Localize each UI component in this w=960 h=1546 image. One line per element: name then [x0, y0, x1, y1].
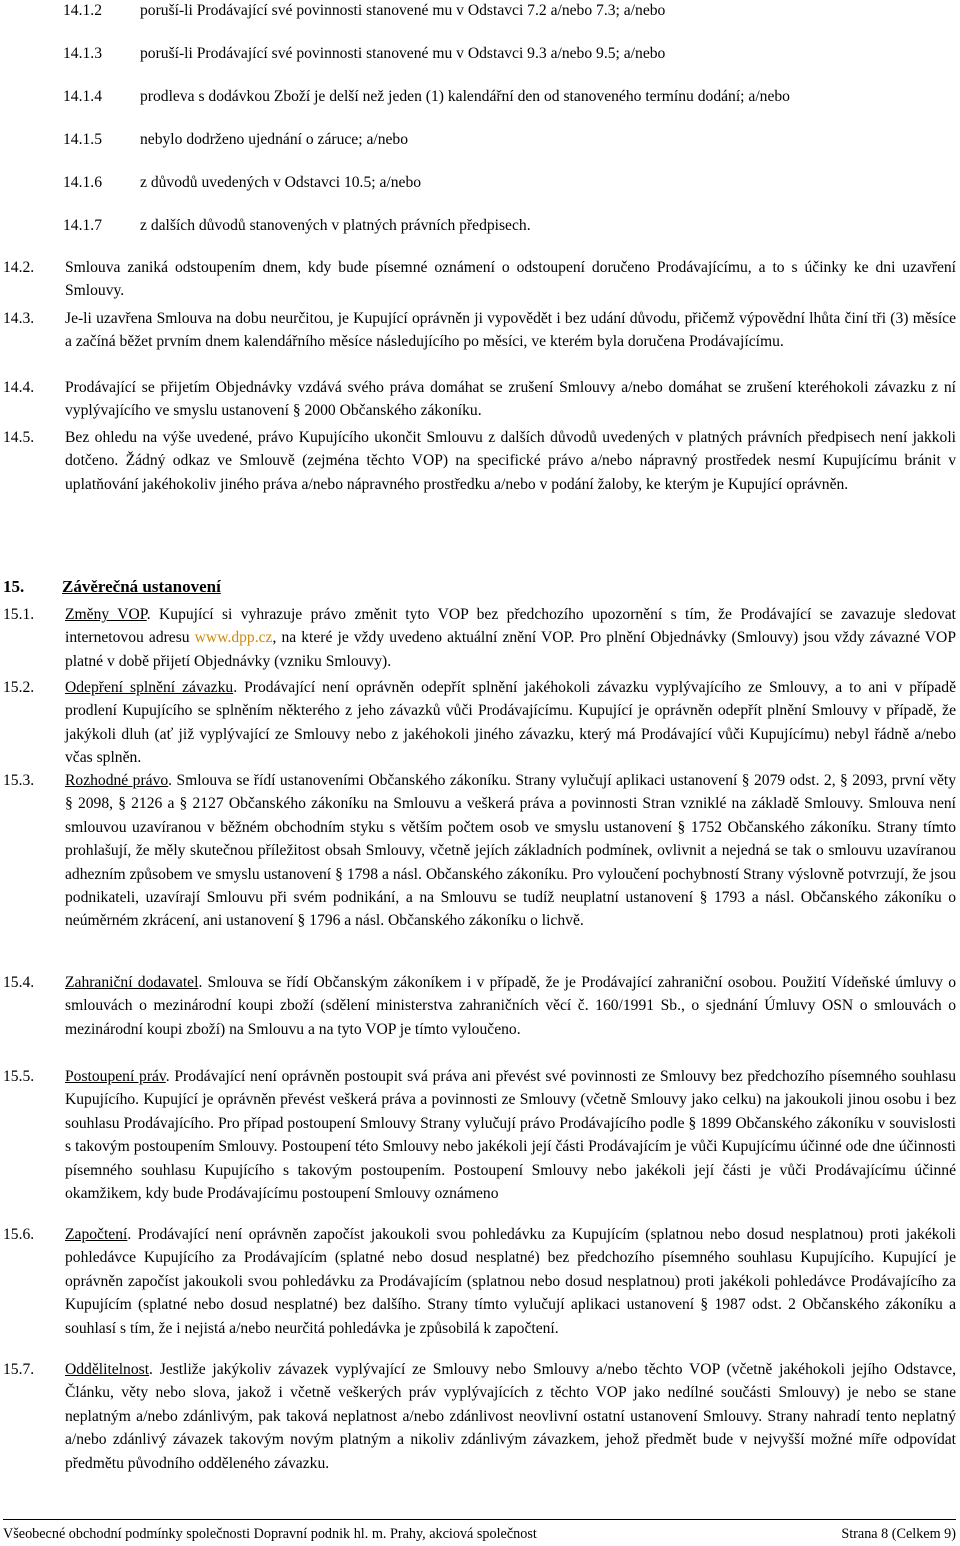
paragraph-text: Prodávající se přijetím Objednávky vzdává svého práva domáhat se zrušení Smlouvy a/nebo domáhat se zrušení kteréhokoli závazku z ní vyplývajícího ve smyslu ustanovení § 2000 Občanského zákoníku. [65, 379, 956, 420]
paragraph-15-6 [3, 1223, 956, 1340]
paragraph-body: . Prodávající není oprávněn postoupit svá práva ani převést své povinnosti ze Smlouvy bez předchozího písemného souhlasu Kupujícího. Kupující je oprávněn převést veškerá práva a povinnosti ze Smlouvy (včetně Smlouvy jako celku) na jakoukoli jinou osobu i bez souhlasu Prodávajícího. Pro případ postoupení Smlouvy Strany vylučují právo Prodávajícího podle § 1899 Občanského zákoníku v souvislosti s takovým postoupením Smlouvy. Postoupení této Smlouvy nebo jakékoli její části Prodávajícím je vůči Kupujícímu účinné ode dne účinnosti písemného souhlasu Kupujícího s takovým postoupením. Postoupení Smlouvy nebo jakékoli její části je vůči Prodávajícímu účinné okamžikem, kdy bude Prodávajícímu postoupení Smlouvy oznámeno [65, 1068, 956, 1203]
subsection-number: 14.1.4 [63, 88, 102, 105]
paragraph-text: Bez ohledu na výše uvedené, právo Kupujícího ukončit Smlouvu z dalších důvodů uvedených v platných právních předpisech není jakkoli dotčeno. Žádný odkaz ve Smlouvě (zejména těchto VOP) na specifické právo a/nebo nápravný prostředek nesmí Kupujícímu bránit v uplatňování jakéhokoliv jiného práva a/nebo nápravného prostředku a/nebo v podání žaloby, ke kterým je Kupující oprávněn. [65, 429, 956, 493]
paragraph-heading: Započtení [65, 1226, 128, 1243]
subsection-text: z důvodů uvedených v Odstavci 10.5; a/nebo [140, 174, 422, 191]
paragraph-text: Je-li uzavřena Smlouva na dobu neurčitou, je Kupující oprávněn ji vypovědět i bez udání důvodu, přičemž výpovědní lhůta činí tři (3) měsíce a začíná běžet prvním dnem kalendářního měsíce následujícího po měsíci, ve kterém byla doručena Prodávajícímu. [65, 310, 956, 351]
subsection-text: prodleva s dodávkou Zboží je delší než jeden (1) kalendářní den od stanoveného termínu dodání; a/nebo [140, 88, 790, 105]
subsection-number: 14.1.7 [63, 217, 102, 234]
paragraph-15-2 [3, 676, 956, 770]
subsection-number: 14.1.2 [63, 2, 102, 19]
paragraph-number: 15.4. [3, 974, 35, 991]
paragraph-number: 15.1. [3, 606, 35, 623]
paragraph-14-5 [3, 426, 956, 496]
subsection-number: 14.1.3 [63, 45, 102, 62]
paragraph-number: 14.2. [3, 259, 35, 276]
footer-page-number: Strana 8 (Celkem 9) [841, 1526, 956, 1542]
subsection-text: poruší-li Prodávající své povinnosti stanovené mu v Odstavci 9.3 a/nebo 9.5; a/nebo [140, 45, 666, 62]
paragraph-number: 14.4. [3, 379, 35, 396]
paragraph-14-2 [3, 256, 956, 303]
paragraph-15-3 [3, 769, 956, 933]
subsection-14-1-6 [63, 171, 953, 195]
paragraph-body: . Prodávající není oprávněn odepřít splnění jakéhokoli závazku vyplývajícího ze Smlouvy, a to ani v případě prodlení Kupujícího se splněním některého z jeho závazků vůči Prodávajícímu. Kupující je oprávněn odepřít plnění Smlouvy v případě, že jakýkoli dluh (ať již vyplývající ze Smlouvy nebo z jakéhokoli jiného závazku, který má Prodávající vůči Kupujícímu) nebyl řádně a/nebo včas splněn. [65, 679, 956, 767]
section-title: Závěrečná ustanovení [62, 577, 221, 596]
paragraph-heading: Postoupení práv [65, 1068, 166, 1085]
subsection-number: 14.1.6 [63, 174, 102, 191]
paragraph-text [65, 1223, 956, 1340]
paragraph-heading: Zahraniční dodavatel [65, 974, 199, 991]
paragraph-15-5 [3, 1065, 956, 1205]
paragraph-number: 15.7. [3, 1361, 35, 1378]
subsection-number: 14.1.5 [63, 131, 102, 148]
paragraph-number: 14.5. [3, 429, 35, 446]
paragraph-heading: Oddělitelnost [65, 1361, 150, 1378]
footer-document-title: Všeobecné obchodní podmínky společnosti Dopravní podnik hl. m. Prahy, akciová společnost [3, 1526, 537, 1542]
paragraph-15-7 [3, 1358, 956, 1475]
paragraph-15-1 [3, 603, 956, 673]
paragraph-text [65, 971, 956, 1041]
paragraph-heading: Změny VOP [65, 606, 147, 623]
paragraph-text [65, 1065, 956, 1205]
subsection-14-1-4 [63, 85, 953, 109]
paragraph-text [65, 603, 956, 673]
subsection-text: nebylo dodrženo ujednání o záruce; a/nebo [140, 131, 409, 148]
subsection-14-1-7 [63, 214, 953, 238]
paragraph-heading: Odepření splnění závazku [65, 679, 234, 696]
paragraph-14-3 [3, 307, 956, 354]
section-number: 15. [3, 577, 25, 596]
paragraph-body: . Smlouva se řídí Občanským zákoníkem i v případě, že je Prodávající zahraniční osobou. Použití Vídeňské úmluvy o smlouvách o mezinárodní koupi zboží (sdělení ministerstva zahraničních věcí č. 160/1991 Sb., o sjednání Úmluvy OSN o smlouvách o mezinárodní koupi zboží) na Smlouvu a na tyto VOP je tímto vyloučeno. [65, 974, 956, 1038]
subsection-14-1-2 [63, 0, 953, 23]
paragraph-number: 15.5. [3, 1068, 35, 1085]
paragraph-number: 14.3. [3, 310, 35, 327]
footer-divider [3, 1519, 956, 1520]
paragraph-text: Smlouva zaniká odstoupením dnem, kdy bude písemné oznámení o odstoupení doručeno Prodávajícímu, a to s účinky ke dni uzavření Smlouvy. [65, 259, 956, 300]
paragraph-heading: Rozhodné právo [65, 772, 169, 789]
paragraph-body: . Kupující si vyhrazuje právo změnit tyto VOP bez předchozího upozornění s tím, že Prodávající se zavazuje sledovat internetovou adresu [65, 606, 956, 647]
subsection-14-1-3 [63, 42, 953, 66]
paragraph-number: 15.6. [3, 1226, 35, 1243]
paragraph-number: 15.2. [3, 679, 35, 696]
subsection-text: z dalších důvodů stanovených v platných právních předpisech. [140, 217, 531, 234]
paragraph-body-continued: , na které je vždy uvedeno aktuální znění VOP. Pro plnění Objednávky (Smlouvy) jsou vždy závazné VOP platné v době přijetí Objednávky (vzniku Smlouvy). [65, 629, 956, 670]
paragraph-text [65, 676, 956, 770]
paragraph-15-4 [3, 971, 956, 1041]
subsection-14-1-5 [63, 128, 953, 152]
paragraph-text [65, 769, 956, 933]
paragraph-body: . Jestliže jakýkoliv závazek vyplývající ze Smlouvy nebo Smlouvy a/nebo těchto VOP (včetně jakéhokoli jejího Odstavce, Článku, věty nebo slova, jakož i včetně veškerých práv vyplývajících z těchto VOP jako nedílné součásti Smlouvy) je nebo se stane neplatným a/nebo zdánlivým, pak taková neplatnost a/nebo zdánlivost neovlivní ostatní ustanovení Smlouvy. Strany nahradí tento neplatný a/nebo zdánlivý závazek takovým novým platným a nikoliv zdánlivým závazkem, jehož předmět bude v nejvyšší možné míře odpovídat předmětu původního odděleného závazku. [65, 1361, 956, 1472]
website-link[interactable]: www.dpp.cz [194, 629, 273, 647]
paragraph-text [65, 1358, 956, 1475]
paragraph-number: 15.3. [3, 772, 35, 789]
paragraph-body: . Smlouva se řídí ustanoveními Občanského zákoníku. Strany vylučují aplikaci ustanovení § 2079 odst. 2, § 2093, první věty § 2098, § 2126 a § 2127 Občanského zákoníku na Smlouvu a veškerá práva a povinnosti Stran vzniklé na základě Smlouvy. Smlouva není smlouvou uzavíranou v běžném obchodním styku s větším počtem osob ve smyslu ustanovení § 1752 Občanského zákoníku. Strany tímto prohlašují, že měly skutečnou příležitost obsah Smlouvy, včetně jejích základních podmínek, ovlivnit a nejedná se tak o smlouvu uzavíranou adhezním způsobem ve smyslu ustanovení § 1798 a násl. Občanského zákoníku. Pro vyloučení pochybností Strany výslovně potvrzují, že jsou podnikateli, uzavírají Smlouvu při svém podnikání, a na Smlouvu se tudíž neuplatní ustanovení § 1793 a násl. Občanského zákoníku o neúměrném zkrácení, ani ustanovení § 1796 a násl. Občanského zákoníku o lichvě. [65, 772, 956, 930]
subsection-text: poruší-li Prodávající své povinnosti stanovené mu v Odstavci 7.2 a/nebo 7.3; a/nebo [140, 2, 666, 19]
paragraph-14-4 [3, 376, 956, 423]
paragraph-body: . Prodávající není oprávněn započíst jakoukoli svou pohledávku za Kupujícím (splatnou nebo dosud nesplatnou) proti jakékoli pohledávce Kupujícího za Prodávajícím (splatné nebo dosud nesplatné) bez předchozího písemného souhlasu Kupujícího. Kupující je oprávněn započíst jakoukoli svou pohledávku za Prodávajícím (splatnou nebo dosud nesplatnou) proti jakékoli pohledávce Prodávajícího za Kupujícím (splatné nebo dosud nesplatné) bez dalšího. Strany tímto vylučují aplikaci ustanovení § 1987 odst. 2 Občanského zákoníku a souhlasí s tím, že i nejistá a/nebo neurčitá pohledávka je způsobilá k započtení. [65, 1226, 956, 1337]
